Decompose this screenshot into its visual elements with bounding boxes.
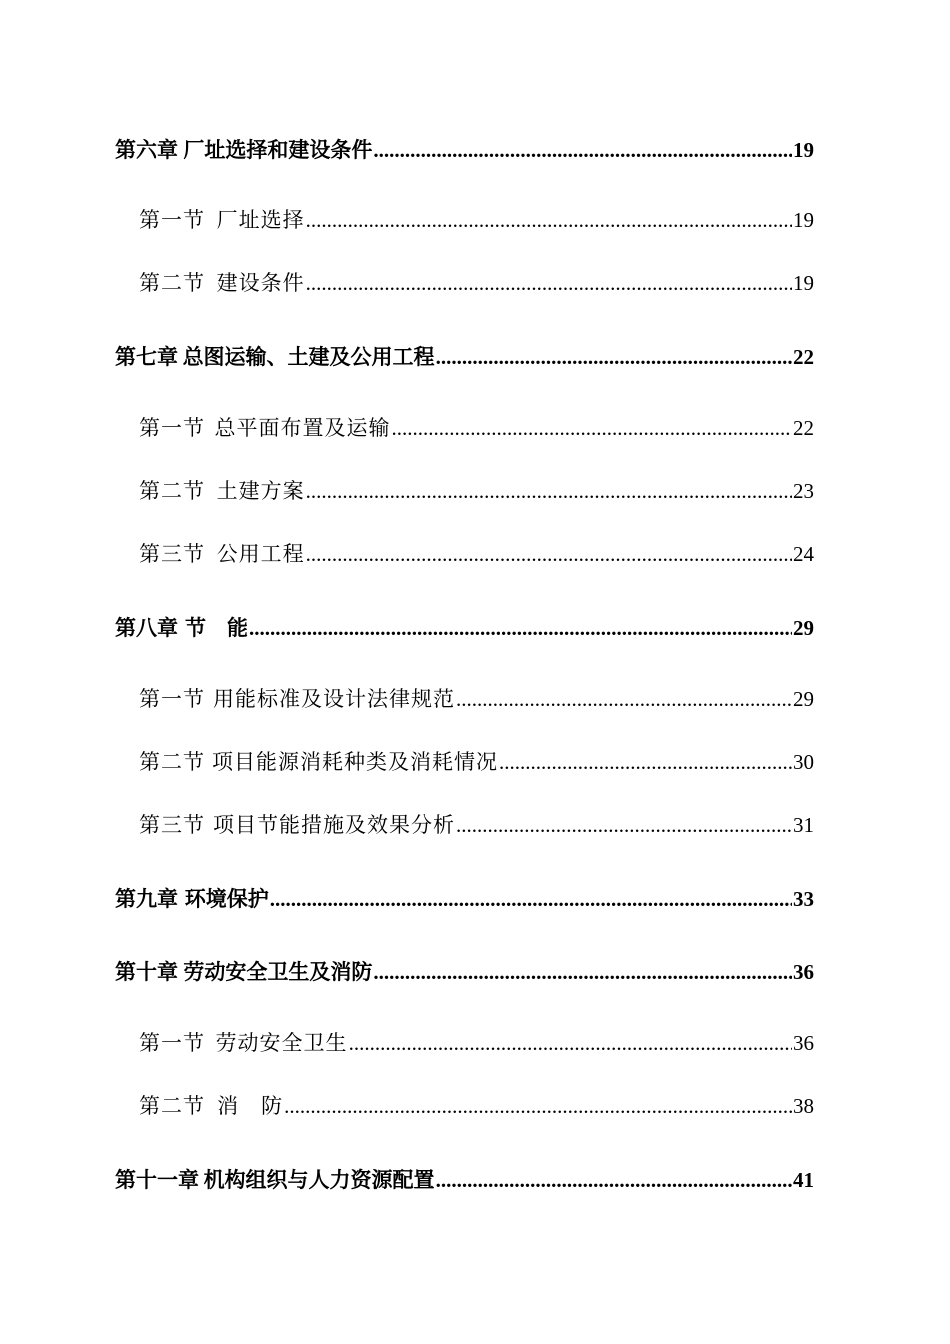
chapter-number: 第十一章 bbox=[115, 1167, 199, 1192]
page-number: 41 bbox=[793, 1168, 814, 1192]
section-number: 第三节 bbox=[139, 542, 205, 566]
dot-leader bbox=[456, 815, 792, 836]
dot-leader bbox=[306, 210, 792, 231]
chapter-number: 第七章 bbox=[115, 344, 178, 369]
dot-leader bbox=[306, 273, 792, 294]
chapter-title: 劳动安全卫生及消防 bbox=[183, 959, 373, 984]
chapter-number: 第八章 bbox=[115, 615, 178, 640]
section-number: 第一节 bbox=[139, 1031, 205, 1055]
chapter-title: 机构组织与人力资源配置 bbox=[203, 1167, 435, 1192]
section-title: 用能标准及设计法律规范 bbox=[213, 687, 455, 711]
toc-section-7-2[interactable] bbox=[115, 481, 814, 502]
toc-section-10-2[interactable] bbox=[115, 1096, 814, 1117]
dot-leader bbox=[306, 544, 792, 565]
page-number: 38 bbox=[793, 1094, 814, 1118]
dot-leader bbox=[436, 1170, 792, 1191]
dot-leader bbox=[249, 618, 792, 639]
chapter-number: 第六章 bbox=[115, 137, 178, 162]
section-number: 第二节 bbox=[139, 479, 205, 503]
section-title: 项目节能措施及效果分析 bbox=[213, 813, 455, 837]
page-number: 19 bbox=[793, 138, 814, 162]
dot-leader bbox=[373, 140, 792, 161]
section-title: 厂址选择 bbox=[216, 208, 305, 232]
page-number: 31 bbox=[793, 813, 814, 837]
section-title: 公用工程 bbox=[216, 542, 305, 566]
dot-leader bbox=[456, 689, 792, 710]
section-number: 第二节 bbox=[139, 1094, 205, 1118]
toc-chapter-9[interactable] bbox=[115, 888, 814, 910]
toc-chapter-6[interactable] bbox=[115, 139, 814, 161]
page-number: 36 bbox=[793, 960, 814, 984]
page-number: 22 bbox=[793, 416, 814, 440]
section-number: 第三节 bbox=[139, 813, 205, 837]
page-number: 29 bbox=[793, 687, 814, 711]
page-number: 30 bbox=[793, 750, 814, 774]
dot-leader bbox=[284, 1096, 792, 1117]
chapter-number: 第十章 bbox=[115, 959, 178, 984]
toc-section-8-1[interactable] bbox=[115, 689, 814, 710]
toc-section-10-1[interactable] bbox=[115, 1033, 814, 1054]
dot-leader bbox=[373, 962, 792, 983]
section-number: 第一节 bbox=[139, 208, 205, 232]
page-number: 36 bbox=[793, 1031, 814, 1055]
toc-section-7-3[interactable] bbox=[115, 544, 814, 565]
chapter-title: 厂址选择和建设条件 bbox=[183, 137, 373, 162]
page-number: 29 bbox=[793, 616, 814, 640]
chapter-title: 环境保护 bbox=[184, 886, 269, 911]
page-number: 22 bbox=[793, 345, 814, 369]
section-number: 第一节 bbox=[139, 687, 205, 711]
chapter-title: 总图运输、土建及公用工程 bbox=[182, 344, 435, 369]
chapter-number: 第九章 bbox=[115, 886, 178, 911]
dot-leader bbox=[499, 752, 792, 773]
section-title: 消 防 bbox=[217, 1094, 284, 1118]
toc-chapter-10[interactable] bbox=[115, 961, 814, 983]
chapter-title: 节 能 bbox=[184, 615, 248, 640]
section-number: 第二节 bbox=[139, 750, 205, 774]
dot-leader bbox=[306, 481, 792, 502]
page-number: 23 bbox=[793, 479, 814, 503]
page-number: 24 bbox=[793, 542, 814, 566]
toc-section-7-1[interactable] bbox=[115, 418, 814, 439]
toc-section-6-2[interactable] bbox=[115, 273, 814, 294]
dot-leader bbox=[392, 418, 792, 439]
dot-leader bbox=[349, 1033, 792, 1054]
page-number: 19 bbox=[793, 208, 814, 232]
toc-section-8-2[interactable] bbox=[115, 752, 814, 773]
toc-chapter-7[interactable] bbox=[115, 346, 814, 368]
section-title: 土建方案 bbox=[216, 479, 305, 503]
section-title: 劳动安全卫生 bbox=[215, 1031, 348, 1055]
toc-chapter-8[interactable] bbox=[115, 617, 814, 639]
section-number: 第一节 bbox=[139, 416, 205, 440]
dot-leader bbox=[270, 889, 792, 910]
page-number: 19 bbox=[793, 271, 814, 295]
toc-section-8-3[interactable] bbox=[115, 815, 814, 836]
section-number: 第二节 bbox=[139, 271, 205, 295]
section-title: 总平面布置及运输 bbox=[214, 416, 391, 440]
page-number: 33 bbox=[793, 887, 814, 911]
section-title: 项目能源消耗种类及消耗情况 bbox=[211, 750, 498, 774]
toc-section-6-1[interactable] bbox=[115, 210, 814, 231]
toc-chapter-11[interactable] bbox=[115, 1169, 814, 1191]
section-title: 建设条件 bbox=[216, 271, 305, 295]
dot-leader bbox=[436, 347, 792, 368]
